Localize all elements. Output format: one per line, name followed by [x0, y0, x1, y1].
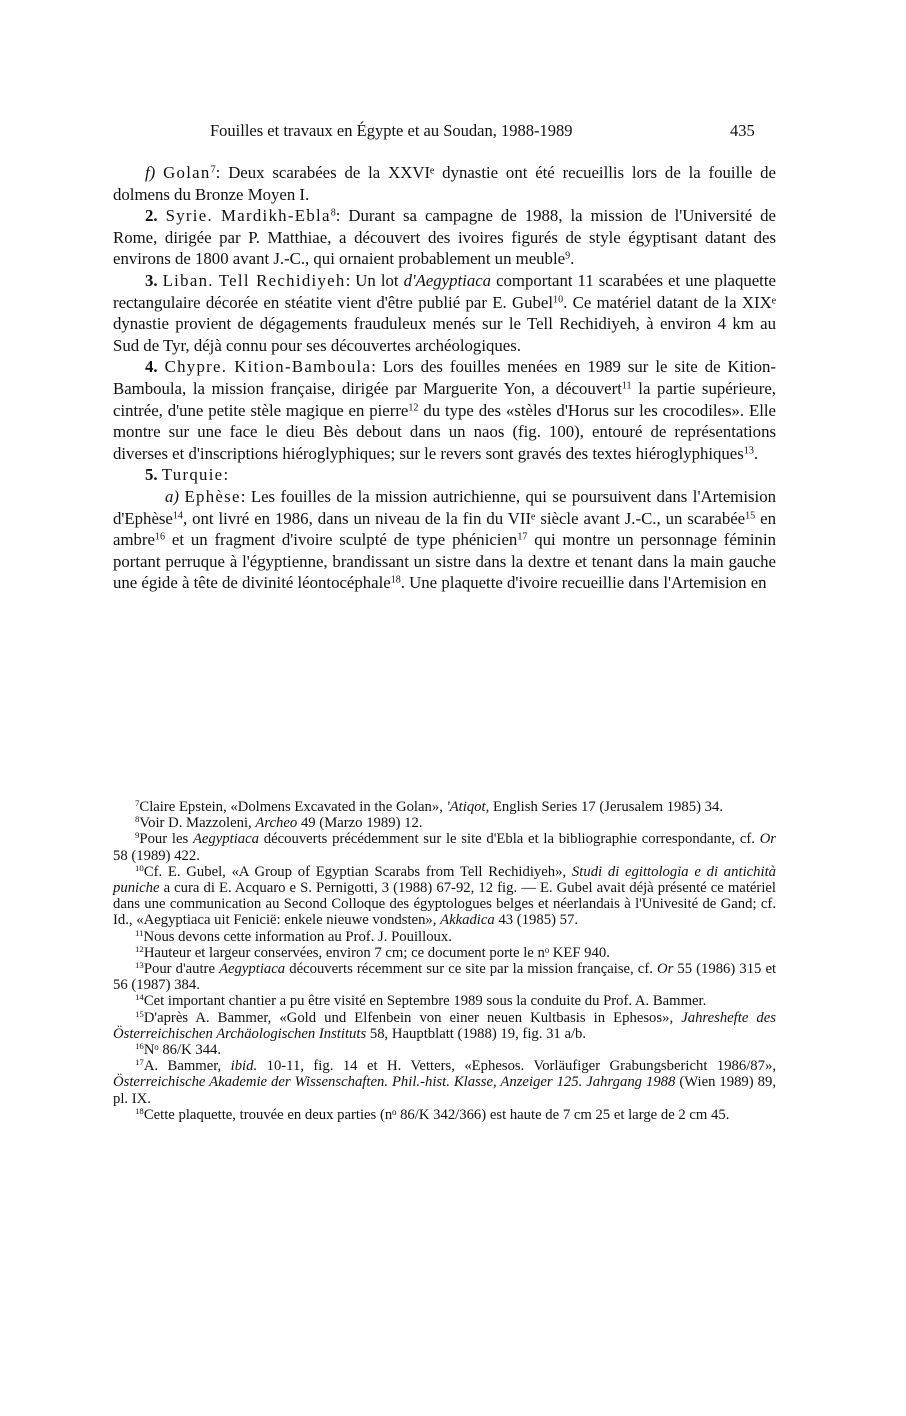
country-name: Liban. [162, 270, 214, 290]
italic-term: d'Aegyptiaca [403, 270, 492, 290]
paragraph-text: Deux scarabées de la XXVIᵉ dynastie ont été recueillis lors de la fouille de dolmens du Bronze Moyen I. [113, 163, 777, 204]
site-name: Kition-Bamboula [234, 357, 372, 377]
footnote-text: 49 (Marzo 1989) 12. [300, 815, 423, 832]
footnote [113, 1042, 776, 1058]
footnote-text: découverts récemment sur ce site par la mission française, cf. [289, 961, 653, 978]
section-number: 2. [145, 206, 158, 226]
footnote-number: 9 [135, 830, 140, 841]
footnote-text: 58 (1989) 422. [113, 847, 200, 864]
note-ref: 10 [553, 294, 564, 306]
paragraph-liban [113, 270, 776, 356]
note-ref: 7 [210, 164, 216, 176]
footnote [113, 1107, 776, 1123]
footnote-text: D'après A. Bammer, «Gold und Elfenbein von einer neuen Kultbasis in Ephesos», [143, 1009, 674, 1026]
paragraph-golan [113, 162, 776, 205]
paragraph-text: en ambre [113, 508, 777, 550]
footnote-number: 7 [135, 798, 140, 809]
note-ref: 18 [390, 574, 401, 586]
section-number: 5. [145, 465, 158, 485]
footnote [113, 993, 776, 1009]
footnote-number: 13 [135, 960, 144, 971]
footnote-text: Claire Epstein, «Dolmens Excavated in the Golan», [139, 799, 443, 815]
footnote [113, 1058, 776, 1107]
paragraph-text: du type des «stèles d'Horus sur les crocodiles». Elle montre sur une face le dieu Bès debout dans un naos (fig. 100), entouré de représentations diverses et d'inscriptions hiéroglyphiques; sur le revers sont gravés des textes hiéroglyphiques [113, 400, 776, 463]
note-ref: 9 [565, 250, 571, 262]
note-ref: 16 [154, 531, 166, 543]
footnote-number: 17 [135, 1057, 144, 1068]
footnote-number: 11 [135, 927, 144, 938]
footnote-italic: Jahreshefte des Österreichischen Archäologischen Instituts [113, 1009, 777, 1042]
country-name: Turquie [161, 465, 224, 485]
footnote-text: A. Bammer, [143, 1058, 222, 1075]
footnote [113, 815, 776, 831]
section-number: 3. [145, 270, 158, 290]
footnote-text: Cette plaquette, trouvée en deux parties (nᵒ 86/K 342/366) est haute de 7 cm 25 et large de 2 cm 45. [143, 1106, 730, 1123]
paragraph-text: et un fragment d'ivoire sculpté de type phénicien [171, 530, 518, 550]
note-ref: 11 [621, 380, 632, 392]
footnote-italic: Akkadica [440, 912, 495, 929]
footnote-text: 43 (1985) 57. [498, 912, 578, 929]
footnote-italic: ibid. [230, 1058, 258, 1075]
footnote-text: (Wien 1989) 89, pl. IX. [113, 1074, 776, 1107]
enum-label: a) [165, 486, 179, 506]
paragraph-text: qui montre un personnage féminin portant perruque à l'égyptienne, brandissant un sistre dans la dextre et tenant dans la main gauche une égide à tête de divinité léontocéphale [113, 530, 777, 593]
footnote [113, 1010, 776, 1042]
footnote-italic: 'Atiqot, [446, 799, 490, 815]
paragraph-text: la partie supérieure, cintrée, d'une petite stèle magique en pierre [113, 378, 776, 420]
footnote-text: a cura di E. Acquaro e S. Pernigotti, 3 (1988) 67-92, 12 fig. — E. Gubel avait déjà présenté ce matériel dans une communication au Second Colloque des égyptologues belges et néerlandais à l'Univesité de Gand; cf. Id., «Aegyptiaca uit Fenicië: enkele nieuwe vondsten», [113, 880, 777, 929]
paragraph-text: : Un lot [345, 270, 399, 290]
footnote-number: 18 [135, 1106, 144, 1117]
colon: : [215, 163, 221, 182]
enum-label: f) [145, 163, 156, 182]
section-number: 4. [145, 357, 158, 377]
footnote-number: 14 [135, 992, 144, 1003]
footnote-text: Nous devons cette information au Prof. J. Pouilloux. [143, 928, 452, 945]
paragraph-text: . Une plaquette d'ivoire recueillie dans l'Artemision en [400, 573, 767, 593]
footnote-text: 55 (1986) 315 et 56 (1987) 384. [113, 961, 777, 994]
body-text [113, 162, 776, 594]
country-name: Chypre. [164, 357, 228, 377]
running-title: Fouilles et travaux en Égypte et au Soudan, 1988-1989 [210, 121, 573, 140]
place-name: Golan [163, 163, 211, 182]
footnote [113, 864, 776, 929]
footnote [113, 929, 776, 945]
paragraph-text: : Les fouilles de la mission autrichienne, qui se poursuivent dans l'Artemision d'Ephèse [113, 486, 776, 528]
site-name: Tell Rechidiyeh [218, 270, 346, 290]
note-ref: 15 [745, 509, 756, 521]
site-name: Mardikh-Ebla [220, 206, 331, 226]
note-ref: 13 [743, 445, 754, 457]
paragraph-text: : Lors des fouilles menées en 1989 sur le site de Kition-Bamboula, la mission française, dirigée par Marguerite Yon, a découvert [113, 357, 776, 398]
note-ref: 8 [330, 207, 336, 219]
colon: : [223, 465, 229, 485]
paragraph-chypre [113, 356, 776, 464]
note-ref: 12 [408, 402, 419, 413]
footnote-text: découverts précédemment sur le site d'Ebla et la bibliographie correspondante, cf. [263, 831, 755, 848]
paragraph-text: : Durant sa campagne de 1988, la mission de l'Université de Rome, dirigée par P. Matthiae, a découvert des ivoires figurés de style égyptisant datant des environs de 1800 avant J.-C., qui ornaient probablement un meuble [113, 206, 776, 269]
footnote-italic: Aegyptiaca [219, 961, 286, 978]
footnote [113, 831, 776, 863]
footnote-italic: Studi di egittologia e di antichità puniche [113, 863, 777, 897]
footnote-text: Hauteur et largeur conservées, environ 7 cm; ce document porte le nᵒ KEF 940. [143, 944, 610, 961]
footnote [113, 945, 776, 961]
note-ref: 17 [517, 531, 528, 543]
footnote-italic: Or [759, 831, 777, 848]
paragraph-text: . [570, 249, 575, 269]
footnote-text: 10-11, fig. 14 et H. Vetters, «Ephesos. Vorläufiger Grabungsbericht 1986/87», [266, 1058, 777, 1075]
paragraph-text: . Ce matériel datant de la XIXᵉ dynastie provient de dégagements frauduleux menés sur le Tell Rechidiyeh, à environ 4 km au Sud de Tyr, déjà connu pour ses découvertes archéologiques. [113, 292, 777, 355]
footnote [113, 799, 776, 815]
paragraph-text: , ont livré en 1986, dans un niveau de la fin du VIIᵉ siècle avant J.-C., un scarabée [182, 508, 746, 528]
footnote-text: English Series 17 (Jerusalem 1985) 34. [492, 799, 724, 815]
note-ref: 14 [172, 509, 183, 521]
footnote-number: 8 [135, 814, 140, 825]
paragraph-text: comportant 11 scarabées et une plaquette rectangulaire décorée en stéatite vient d'être publié par E. Gubel [113, 270, 776, 312]
footnotes [113, 799, 776, 1123]
footnote-number: 16 [135, 1041, 144, 1052]
paragraph-syrie [113, 205, 776, 270]
footnote-text: Pour d'autre [143, 961, 215, 978]
footnote-italic: Archeo [255, 815, 298, 832]
footnote-number: 10 [135, 862, 144, 873]
site-name: Ephèse [184, 486, 241, 506]
paragraph-ephese [113, 486, 776, 594]
footnote-text: Cf. E. Gubel, «A Group of Egyptian Scarabs from Tell Rechidiyeh», [143, 863, 567, 880]
paragraph-turquie [113, 464, 776, 486]
country-name: Syrie. [165, 206, 213, 226]
footnote-italic: Österreichische Akademie der Wissenschaften. Phil.-hist. Klasse, Anzeiger 125. Jahrgang 1988 [113, 1074, 676, 1091]
paragraph-text: . [753, 443, 759, 463]
footnote-text: 58, Hauptblatt (1988) 19, fig. 31 a/b. [369, 1025, 587, 1042]
footnote-number: 12 [135, 943, 144, 954]
footnote [113, 961, 776, 993]
footnote-italic: Or [656, 961, 674, 978]
page-number: 435 [730, 121, 755, 140]
footnote-text: Cet important chantier a pu être visité en Septembre 1989 sous la conduite du Prof. A. Bammer. [143, 993, 707, 1010]
footnote-text: Nᵒ 86/K 344. [143, 1042, 222, 1059]
footnote-italic: Aegyptiaca [192, 831, 260, 848]
footnote-text: Pour les [139, 831, 189, 848]
footnote-text: Voir D. Mazzoleni, [139, 815, 252, 832]
footnote-number: 15 [135, 1008, 144, 1019]
